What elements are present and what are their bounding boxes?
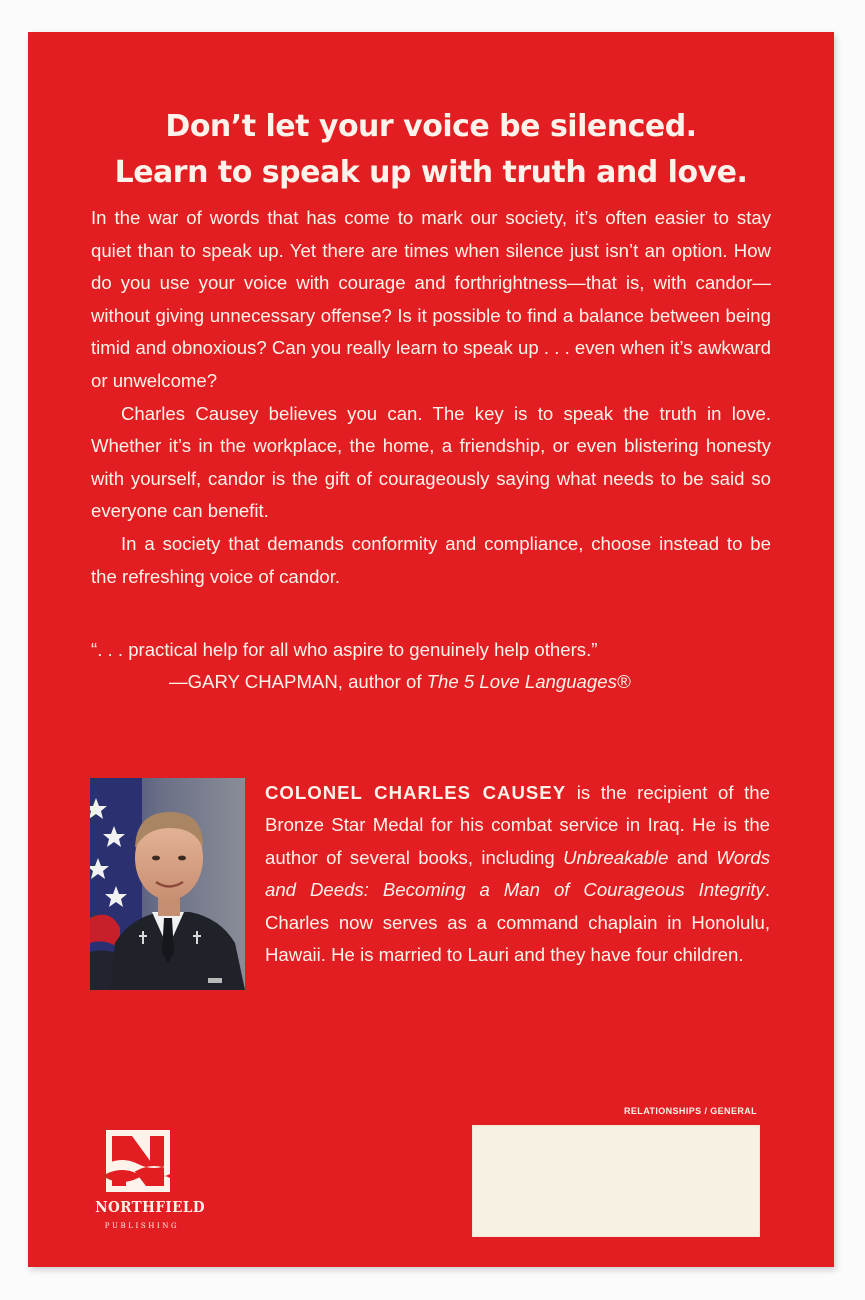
- back-cover: [28, 32, 834, 1267]
- author-bio-and: and: [668, 846, 717, 868]
- author-book-2: Words and Deeds: Becoming a Man of Courageous Integrity: [265, 846, 770, 901]
- author-book-1: Unbreakable: [563, 846, 669, 868]
- description-paragraph-3: In a society that demands conformity and compliance, choose instead to be the refreshing voice of candor.: [91, 532, 771, 587]
- author-bio-text-2: . Charles now serves as a command chaplain in Honolulu, Hawaii. He is married to Lauri and they have four children.: [265, 879, 770, 966]
- author-photo: [90, 778, 245, 990]
- barcode-area: [472, 1125, 760, 1237]
- description: [91, 202, 771, 593]
- endorsement-quote: “. . . practical help for all who aspire to genuinely help others.”: [91, 639, 598, 660]
- description-paragraph-2: Charles Causey believes you can. The key is to speak the truth in love. Whether it’s in the workplace, the home, a friendship, or even blistering honesty with yourself, candor is the gift of courageously saying what needs to be said so everyone can benefit.: [91, 402, 771, 522]
- northfield-logo-icon: [106, 1130, 170, 1192]
- endorsement: [91, 634, 771, 698]
- category-label: RELATIONSHIPS / GENERAL: [624, 1106, 758, 1116]
- publisher-sub: PUBLISHING: [104, 1222, 180, 1230]
- author-name: COLONEL CHARLES CAUSEY: [265, 782, 567, 803]
- publisher-name: NORTHFIELD: [95, 1198, 205, 1216]
- endorsement-attribution-line: [91, 666, 771, 698]
- endorsement-book-title: The 5 Love Languages®: [426, 671, 631, 692]
- author-photo-image: [90, 778, 245, 990]
- headline-line-2: Learn to speak up with truth and love.: [114, 155, 748, 190]
- description-paragraph-1: In the war of words that has come to mark our society, it’s often easier to stay quiet than to speak up. Yet there are times when silence just isn’t an option. How do you use your voice with courage and forthrightness—that is, with candor—without giving unnecessary offense? Is it possible to find a balance between being timid and obnoxious? Can you really learn to speak up . . . even when it’s awkward or unwelcome?: [91, 207, 771, 391]
- author-bio: [265, 777, 770, 971]
- endorsement-attribution: —GARY CHAPMAN, author of: [169, 671, 427, 692]
- headline-line-1: Don’t let your voice be silenced.: [165, 109, 697, 144]
- publisher-logo: [90, 1130, 205, 1242]
- headline: [28, 104, 834, 196]
- author-bio-text-1: is the recipient of the Bronze Star Medal for his combat service in Iraq. He is the author of several books, including: [265, 782, 770, 868]
